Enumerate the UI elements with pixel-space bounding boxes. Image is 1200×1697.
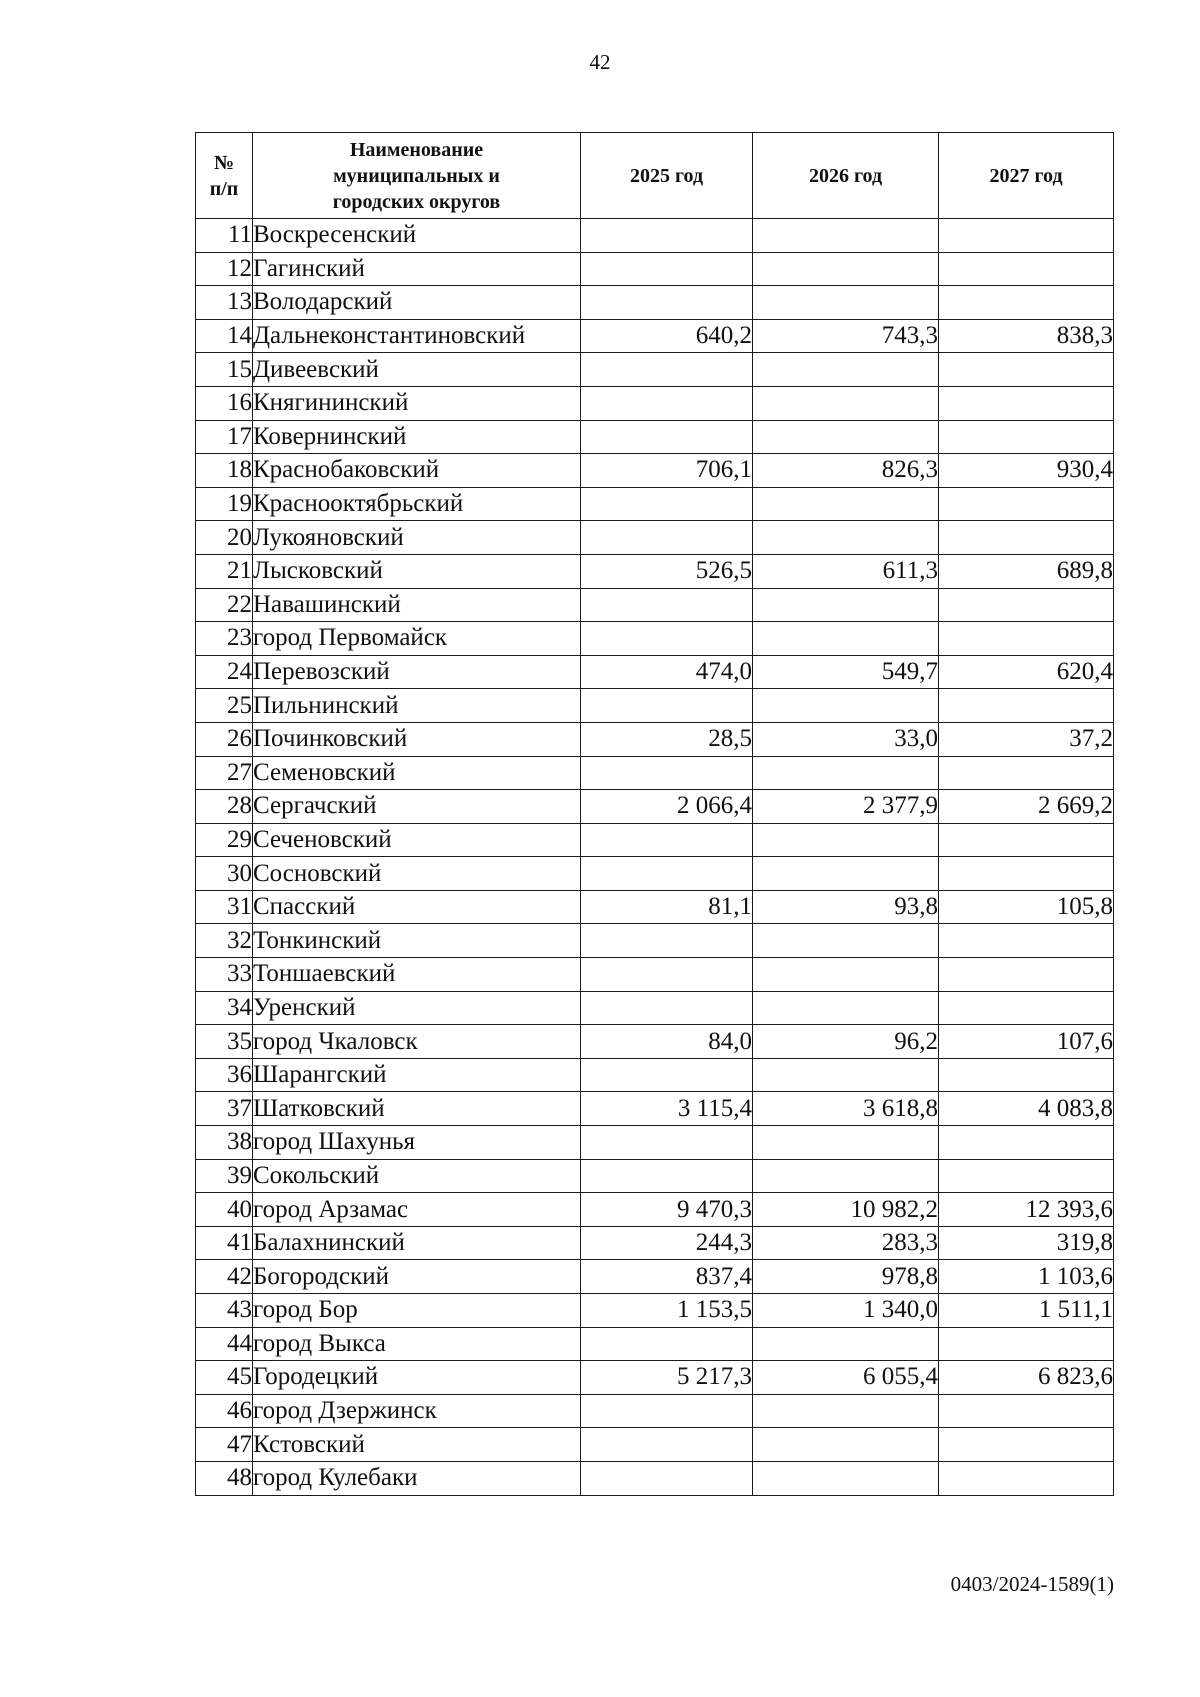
value-2026: [753, 588, 939, 622]
table-body: [196, 219, 1114, 1496]
header-num-text: № п/п: [209, 151, 239, 200]
table-row: [196, 958, 1114, 992]
value-2025: 84,0: [581, 1025, 753, 1059]
value-2027: [939, 756, 1114, 790]
value-2026: 611,3: [753, 554, 939, 588]
row-number: 13: [196, 286, 253, 320]
district-name: Дивеевский: [253, 353, 581, 387]
table-row: [196, 857, 1114, 891]
district-name: Шарангский: [253, 1058, 581, 1092]
value-2025: 526,5: [581, 554, 753, 588]
row-number: 48: [196, 1461, 253, 1495]
value-2026: 826,3: [753, 454, 939, 488]
value-2025: 1 153,5: [581, 1294, 753, 1328]
value-2025: [581, 1159, 753, 1193]
value-2026: [753, 487, 939, 521]
value-2027: [939, 1126, 1114, 1160]
value-2026: [753, 420, 939, 454]
table-row: [196, 319, 1114, 353]
value-2026: 743,3: [753, 319, 939, 353]
district-name: город Дзержинск: [253, 1394, 581, 1428]
row-number: 37: [196, 1092, 253, 1126]
value-2027: 105,8: [939, 890, 1114, 924]
value-2026: 33,0: [753, 722, 939, 756]
header-name: [253, 133, 581, 219]
district-name: Ковернинский: [253, 420, 581, 454]
table-row: [196, 487, 1114, 521]
value-2026: [753, 1461, 939, 1495]
document-code: 0403/2024-1589(1): [950, 1572, 1114, 1596]
value-2027: [939, 924, 1114, 958]
table-row: [196, 1294, 1114, 1328]
row-number: 25: [196, 689, 253, 723]
table-row: [196, 1361, 1114, 1395]
value-2025: 244,3: [581, 1226, 753, 1260]
row-number: 27: [196, 756, 253, 790]
value-2025: [581, 958, 753, 992]
table-row: [196, 756, 1114, 790]
table-row: [196, 790, 1114, 824]
table-row: [196, 1025, 1114, 1059]
allocation-table: [195, 132, 1114, 1496]
value-2025: [581, 991, 753, 1025]
table-row: [196, 252, 1114, 286]
table-row: [196, 1058, 1114, 1092]
table-row: [196, 890, 1114, 924]
value-2025: [581, 219, 753, 253]
value-2025: 3 115,4: [581, 1092, 753, 1126]
table-row: [196, 1327, 1114, 1361]
district-name: Пильнинский: [253, 689, 581, 723]
value-2026: [753, 219, 939, 253]
value-2025: 837,4: [581, 1260, 753, 1294]
table-row: [196, 823, 1114, 857]
table-row: [196, 991, 1114, 1025]
value-2027: [939, 219, 1114, 253]
district-name: город Выкса: [253, 1327, 581, 1361]
value-2025: [581, 689, 753, 723]
value-2025: [581, 1058, 753, 1092]
value-2026: [753, 386, 939, 420]
value-2026: 3 618,8: [753, 1092, 939, 1126]
value-2025: 706,1: [581, 454, 753, 488]
table-row: [196, 521, 1114, 555]
value-2025: [581, 487, 753, 521]
table-row: [196, 454, 1114, 488]
table-header-row: [196, 133, 1114, 219]
table-row: [196, 1394, 1114, 1428]
value-2025: 2 066,4: [581, 790, 753, 824]
row-number: 42: [196, 1260, 253, 1294]
value-2025: 28,5: [581, 722, 753, 756]
value-2027: [939, 386, 1114, 420]
value-2027: [939, 420, 1114, 454]
row-number: 43: [196, 1294, 253, 1328]
row-number: 12: [196, 252, 253, 286]
district-name: Семеновский: [253, 756, 581, 790]
district-name: Навашинский: [253, 588, 581, 622]
header-2027: 2027 год: [939, 133, 1114, 219]
row-number: 33: [196, 958, 253, 992]
district-name: Починковский: [253, 722, 581, 756]
value-2027: 319,8: [939, 1226, 1114, 1260]
value-2025: [581, 622, 753, 656]
table-row: [196, 622, 1114, 656]
table-row: [196, 286, 1114, 320]
value-2026: [753, 689, 939, 723]
value-2026: 93,8: [753, 890, 939, 924]
row-number: 16: [196, 386, 253, 420]
row-number: 45: [196, 1361, 253, 1395]
district-name: Уренский: [253, 991, 581, 1025]
value-2026: [753, 823, 939, 857]
value-2026: 2 377,9: [753, 790, 939, 824]
value-2026: [753, 1159, 939, 1193]
value-2027: [939, 521, 1114, 555]
row-number: 29: [196, 823, 253, 857]
district-name: Кстовский: [253, 1428, 581, 1462]
row-number: 40: [196, 1193, 253, 1227]
district-name: город Чкаловск: [253, 1025, 581, 1059]
header-2026: 2026 год: [753, 133, 939, 219]
district-name: Городецкий: [253, 1361, 581, 1395]
row-number: 32: [196, 924, 253, 958]
value-2027: [939, 857, 1114, 891]
district-name: город Первомайск: [253, 622, 581, 656]
header-num: [196, 133, 253, 219]
value-2027: [939, 487, 1114, 521]
table-row: [196, 554, 1114, 588]
value-2027: 107,6: [939, 1025, 1114, 1059]
row-number: 18: [196, 454, 253, 488]
value-2026: [753, 1394, 939, 1428]
value-2027: [939, 1461, 1114, 1495]
table-row: [196, 1159, 1114, 1193]
value-2027: [939, 689, 1114, 723]
value-2025: 9 470,3: [581, 1193, 753, 1227]
value-2025: [581, 521, 753, 555]
table-row: [196, 1193, 1114, 1227]
value-2027: [939, 1394, 1114, 1428]
value-2027: 1 103,6: [939, 1260, 1114, 1294]
value-2025: [581, 1394, 753, 1428]
value-2025: [581, 386, 753, 420]
value-2027: [939, 1428, 1114, 1462]
value-2027: 838,3: [939, 319, 1114, 353]
value-2027: 620,4: [939, 655, 1114, 689]
header-2025: 2025 год: [581, 133, 753, 219]
value-2027: 930,4: [939, 454, 1114, 488]
district-name: Богородский: [253, 1260, 581, 1294]
district-name: Тоншаевский: [253, 958, 581, 992]
value-2026: 96,2: [753, 1025, 939, 1059]
value-2026: 549,7: [753, 655, 939, 689]
table-row: [196, 353, 1114, 387]
value-2025: [581, 924, 753, 958]
row-number: 46: [196, 1394, 253, 1428]
table-row: [196, 722, 1114, 756]
value-2026: 1 340,0: [753, 1294, 939, 1328]
district-name: город Бор: [253, 1294, 581, 1328]
row-number: 31: [196, 890, 253, 924]
row-number: 28: [196, 790, 253, 824]
value-2025: [581, 420, 753, 454]
district-name: Дальнеконстантиновский: [253, 319, 581, 353]
row-number: 24: [196, 655, 253, 689]
value-2025: [581, 1428, 753, 1462]
row-number: 21: [196, 554, 253, 588]
header-name-text: Наименование муниципальных и городских округов: [332, 138, 501, 213]
row-number: 36: [196, 1058, 253, 1092]
value-2025: [581, 588, 753, 622]
value-2026: [753, 1327, 939, 1361]
value-2027: [939, 991, 1114, 1025]
value-2026: [753, 991, 939, 1025]
value-2025: [581, 823, 753, 857]
table-row: [196, 386, 1114, 420]
row-number: 34: [196, 991, 253, 1025]
value-2025: [581, 353, 753, 387]
value-2027: [939, 1058, 1114, 1092]
value-2026: [753, 857, 939, 891]
district-name: Спасский: [253, 890, 581, 924]
row-number: 47: [196, 1428, 253, 1462]
table-row: [196, 1126, 1114, 1160]
value-2025: [581, 1461, 753, 1495]
table-row: [196, 655, 1114, 689]
row-number: 14: [196, 319, 253, 353]
row-number: 38: [196, 1126, 253, 1160]
value-2026: 10 982,2: [753, 1193, 939, 1227]
value-2025: [581, 252, 753, 286]
table-row: [196, 588, 1114, 622]
district-name: Шатковский: [253, 1092, 581, 1126]
row-number: 11: [196, 219, 253, 253]
district-name: Балахнинский: [253, 1226, 581, 1260]
value-2026: [753, 252, 939, 286]
table-row: [196, 924, 1114, 958]
value-2025: [581, 857, 753, 891]
value-2026: [753, 286, 939, 320]
row-number: 17: [196, 420, 253, 454]
value-2027: 12 393,6: [939, 1193, 1114, 1227]
district-name: город Арзамас: [253, 1193, 581, 1227]
row-number: 41: [196, 1226, 253, 1260]
value-2027: 6 823,6: [939, 1361, 1114, 1395]
district-name: город Шахунья: [253, 1126, 581, 1160]
table-row: [196, 1092, 1114, 1126]
value-2027: [939, 588, 1114, 622]
table-row: [196, 219, 1114, 253]
row-number: 39: [196, 1159, 253, 1193]
value-2025: 640,2: [581, 319, 753, 353]
district-name: Краснооктябрьский: [253, 487, 581, 521]
table-row: [196, 1461, 1114, 1495]
value-2026: [753, 756, 939, 790]
value-2027: 37,2: [939, 722, 1114, 756]
table-row: [196, 1260, 1114, 1294]
district-name: город Кулебаки: [253, 1461, 581, 1495]
value-2026: [753, 521, 939, 555]
table-row: [196, 689, 1114, 723]
district-name: Лукояновский: [253, 521, 581, 555]
value-2027: [939, 286, 1114, 320]
value-2027: [939, 823, 1114, 857]
value-2025: [581, 286, 753, 320]
value-2026: [753, 1126, 939, 1160]
value-2025: 474,0: [581, 655, 753, 689]
value-2026: [753, 924, 939, 958]
value-2025: 5 217,3: [581, 1361, 753, 1395]
row-number: 26: [196, 722, 253, 756]
value-2027: 4 083,8: [939, 1092, 1114, 1126]
value-2027: [939, 1327, 1114, 1361]
value-2027: [939, 1159, 1114, 1193]
value-2027: [939, 622, 1114, 656]
row-number: 22: [196, 588, 253, 622]
row-number: 23: [196, 622, 253, 656]
row-number: 15: [196, 353, 253, 387]
district-name: Сеченовский: [253, 823, 581, 857]
row-number: 20: [196, 521, 253, 555]
district-name: Лысковский: [253, 554, 581, 588]
value-2025: [581, 756, 753, 790]
value-2026: [753, 353, 939, 387]
value-2025: 81,1: [581, 890, 753, 924]
row-number: 19: [196, 487, 253, 521]
district-name: Сосновский: [253, 857, 581, 891]
district-name: Сокольский: [253, 1159, 581, 1193]
value-2027: 2 669,2: [939, 790, 1114, 824]
district-name: Воскресенский: [253, 219, 581, 253]
page-number: 42: [589, 50, 611, 74]
table-row: [196, 420, 1114, 454]
value-2027: [939, 252, 1114, 286]
district-name: Княгининский: [253, 386, 581, 420]
value-2026: [753, 1428, 939, 1462]
district-name: Тонкинский: [253, 924, 581, 958]
value-2026: 978,8: [753, 1260, 939, 1294]
value-2026: [753, 622, 939, 656]
district-name: Перевозский: [253, 655, 581, 689]
value-2026: 6 055,4: [753, 1361, 939, 1395]
row-number: 30: [196, 857, 253, 891]
value-2027: [939, 958, 1114, 992]
value-2027: 1 511,1: [939, 1294, 1114, 1328]
district-name: Сергачский: [253, 790, 581, 824]
district-name: Гагинский: [253, 252, 581, 286]
value-2025: [581, 1126, 753, 1160]
value-2026: 283,3: [753, 1226, 939, 1260]
table-row: [196, 1226, 1114, 1260]
district-name: Краснобаковский: [253, 454, 581, 488]
value-2025: [581, 1327, 753, 1361]
row-number: 35: [196, 1025, 253, 1059]
table-row: [196, 1428, 1114, 1462]
value-2026: [753, 958, 939, 992]
value-2026: [753, 1058, 939, 1092]
value-2027: 689,8: [939, 554, 1114, 588]
district-name: Володарский: [253, 286, 581, 320]
row-number: 44: [196, 1327, 253, 1361]
value-2027: [939, 353, 1114, 387]
